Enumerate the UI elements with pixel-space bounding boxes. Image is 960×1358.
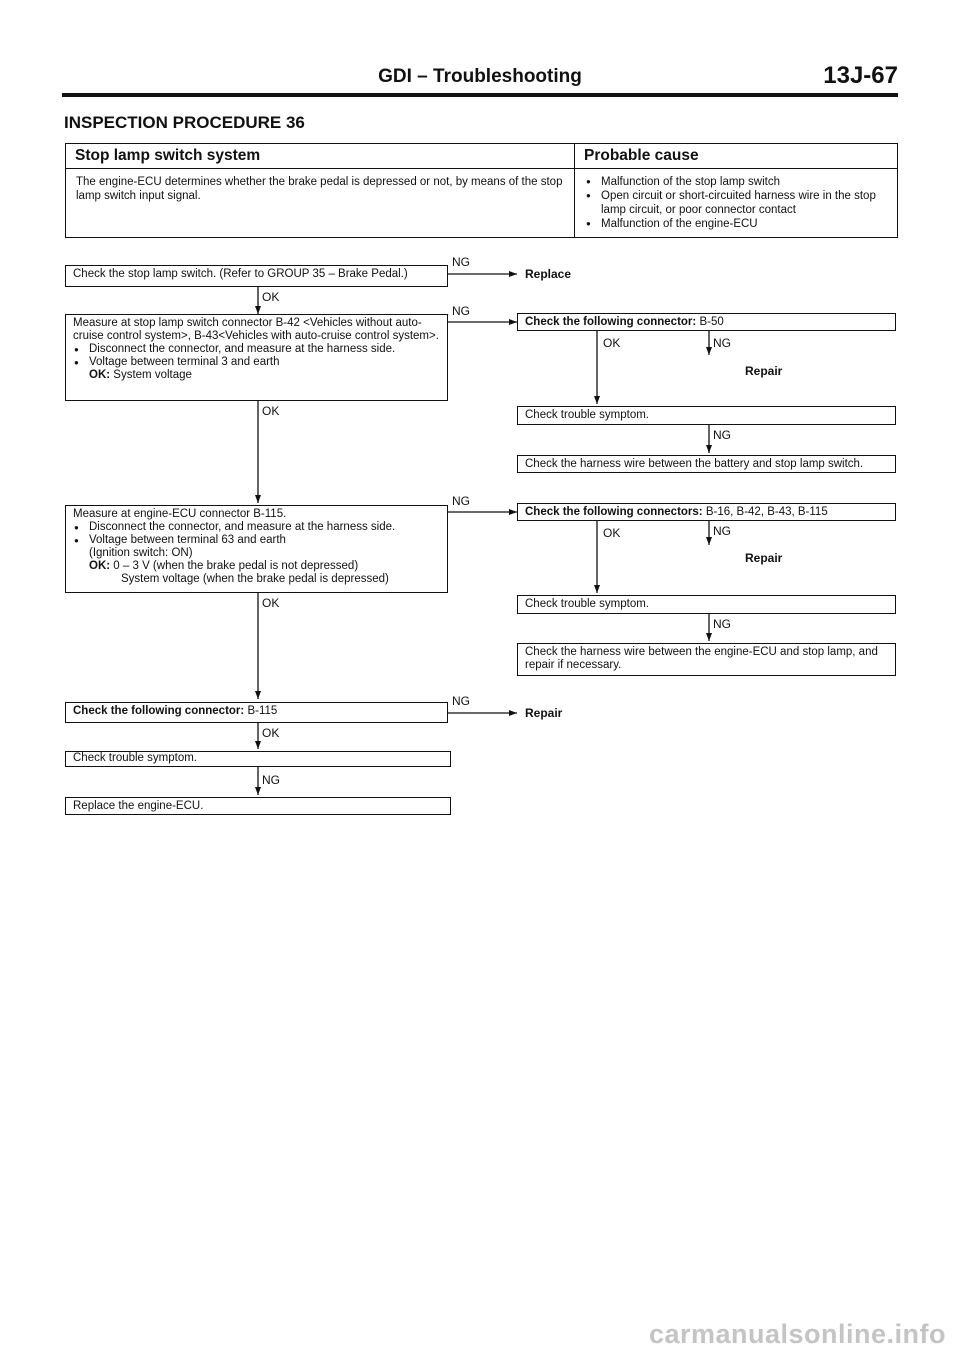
ng-label: NG	[262, 773, 280, 787]
step-label: Check the following connector:	[73, 705, 245, 717]
col-header-probable-cause: Probable cause	[575, 144, 898, 169]
ng-label: NG	[713, 428, 731, 442]
ok-label: OK	[262, 404, 280, 418]
step-bullet: ● Disconnect the connector, and measure at the harness side.	[89, 521, 440, 534]
step-text: Check trouble symptom.	[525, 598, 649, 610]
step-check-connector-b115	[65, 702, 448, 723]
branch1-check-trouble-symptom	[517, 406, 896, 425]
cause-item: ● Open circuit or short-circuited harness wire in the stop lamp circuit, or poor connector contact	[601, 189, 887, 217]
step-bullet: ● Voltage between terminal 63 and earth	[89, 534, 440, 547]
ok-label: OK	[603, 336, 621, 350]
step-check-trouble-symptom	[65, 751, 451, 767]
step-label: Check the following connector:	[525, 316, 697, 328]
col-header-system: Stop lamp switch system	[66, 144, 575, 169]
ng-label: NG	[452, 304, 470, 318]
result-repair: Repair	[745, 364, 783, 378]
step-text: Check the harness wire between the battery and stop lamp switch.	[525, 458, 864, 470]
step-text: Check the harness wire between the engine-ECU and stop lamp, and repair if necessary.	[525, 646, 878, 671]
ok-label: OK	[262, 596, 280, 610]
watermark: carmanualsonline.info	[648, 1319, 946, 1349]
step-condition: (Ignition switch: ON)	[89, 547, 193, 559]
page-number: 13J-67	[823, 62, 898, 89]
step-check-stop-lamp-switch	[65, 265, 448, 287]
step-text: Measure at stop lamp switch connector B-42 <Vehicles without auto-cruise control system>, B-43<Vehicles with auto-cruise control system>.	[73, 317, 439, 342]
step-measure-engine-ecu-connector	[65, 505, 448, 593]
step-bullet: ● Voltage between terminal 3 and earth	[89, 356, 440, 369]
step-measure-stop-lamp-connector	[65, 314, 448, 401]
ng-label: NG	[452, 694, 470, 708]
procedure-title: INSPECTION PROCEDURE 36	[64, 113, 305, 132]
step-text: Measure at engine-ECU connector B-115.	[73, 508, 287, 520]
ok-criterion-label: OK:	[89, 560, 111, 572]
result-repair: Repair	[525, 706, 563, 720]
branch2-check-harness	[517, 643, 896, 676]
ok-criterion-value: 0 – 3 V (when the brake pedal is not depressed)	[113, 560, 359, 572]
ok-criterion-value: System voltage (when the brake pedal is depressed)	[121, 573, 389, 585]
result-repair: Repair	[745, 551, 783, 565]
step-text: Replace the engine-ECU.	[73, 800, 204, 812]
ok-label: OK	[262, 290, 280, 304]
step-replace-engine-ecu	[65, 797, 451, 815]
ok-label: OK	[262, 726, 280, 740]
ng-label: NG	[452, 494, 470, 508]
cause-item: ● Malfunction of the stop lamp switch	[601, 175, 887, 189]
step-text: Check trouble symptom.	[73, 752, 197, 764]
branch1-check-harness	[517, 455, 896, 473]
cause-item: ● Malfunction of the engine-ECU	[601, 217, 887, 231]
branch1-check-connector	[517, 313, 896, 331]
ng-label: NG	[713, 524, 731, 538]
result-replace: Replace	[525, 267, 572, 281]
ok-criterion-value: System voltage	[113, 369, 192, 381]
ng-label: NG	[713, 617, 731, 631]
page-header-title: GDI – Troubleshooting	[378, 66, 582, 87]
step-text: Check trouble symptom.	[525, 409, 649, 421]
system-description: The engine-ECU determines whether the brake pedal is depressed or not, by means of the stop lamp switch input signal.	[66, 169, 575, 238]
branch2-check-trouble-symptom	[517, 595, 896, 614]
step-text: Check the stop lamp switch. (Refer to GROUP 35 – Brake Pedal.)	[73, 268, 408, 280]
step-value: B-16, B-42, B-43, B-115	[705, 506, 828, 518]
ng-label: NG	[452, 255, 470, 269]
step-value: B-50	[699, 316, 724, 328]
step-value: B-115	[247, 705, 278, 717]
branch2-check-connectors	[517, 503, 896, 521]
ok-label: OK	[603, 526, 621, 540]
ok-criterion-label: OK:	[89, 369, 111, 381]
step-bullet: ● Disconnect the connector, and measure at the harness side.	[89, 343, 440, 356]
ng-label: NG	[713, 336, 731, 350]
step-label: Check the following connectors:	[525, 506, 703, 518]
